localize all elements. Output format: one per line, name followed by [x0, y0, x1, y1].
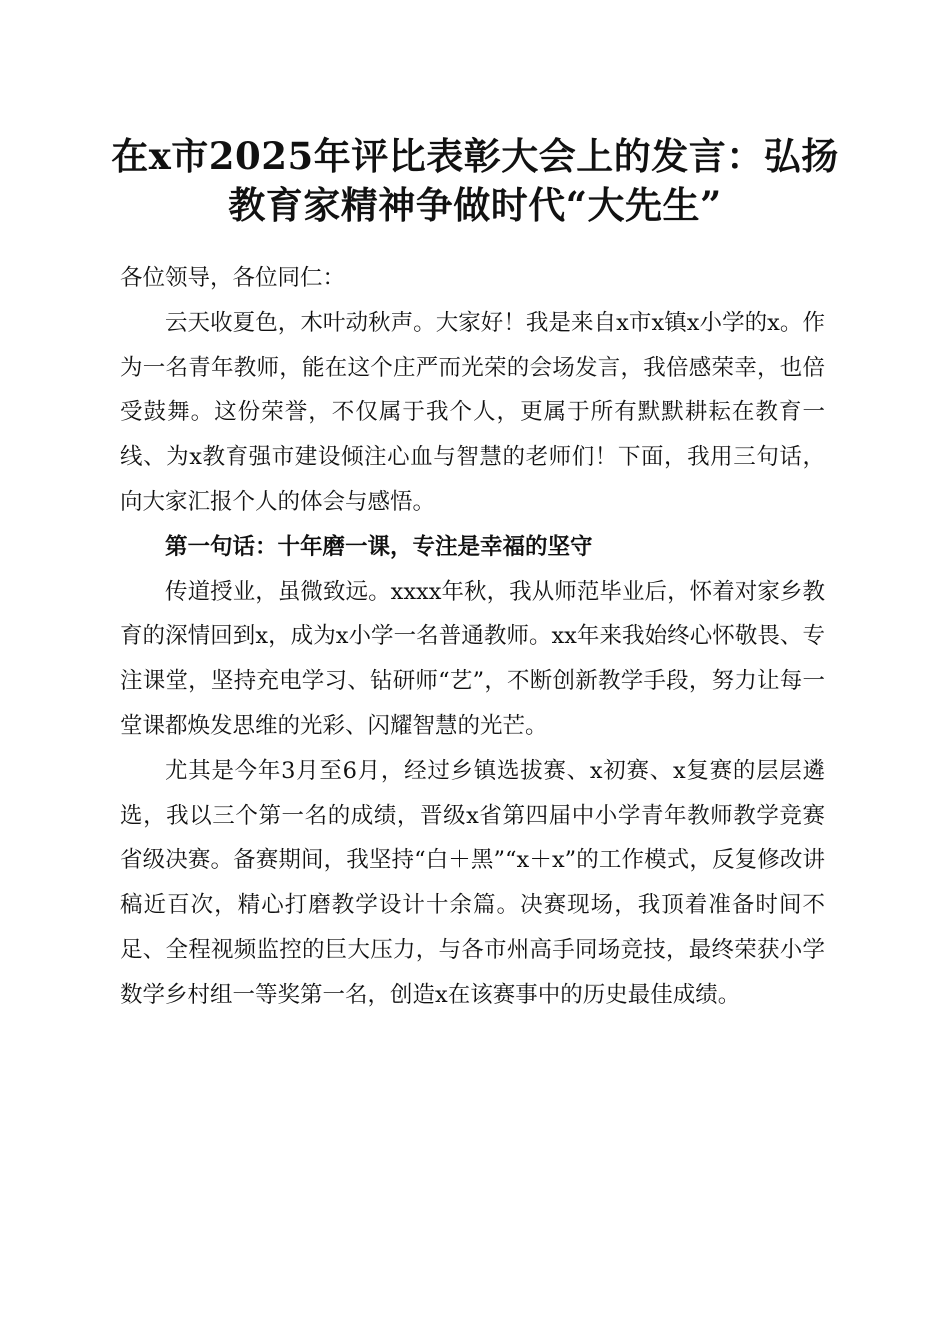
document-title: [110, 132, 840, 230]
section-heading-1: 第一句话：十年磨一课，专注是幸福的坚守: [165, 533, 593, 560]
title-line-2: 教育家精神争做时代“大先生”: [228, 183, 722, 227]
paragraph-intro: 云天收夏色，木叶动秋声。大家好！我是来自x市x镇x小学的x。作为一名青年教师，能在这个庄严而光荣的会场发言，我倍感荣幸，也倍受鼓舞。这份荣誉，不仅属于我个人，更属于所有默默耕耘在教育一线、为x教育强市建设倾注心血与智慧的老师们！下面，我用三句话，向大家汇报个人的体会与感悟。: [120, 309, 825, 515]
paragraph-teaching: 传道授业，虽微致远。xxxx年秋，我从师范毕业后，怀着对家乡教育的深情回到x，成为x小学一名普通教师。xx年来我始终心怀敬畏、专注课堂，坚持充电学习、钻研师“艺”，不断创新教学手段，努力让每一堂课都焕发思维的光彩、闪耀智慧的光芒。: [120, 578, 825, 739]
paragraph-competition: 尤其是今年3月至6月，经过乡镇选拔赛、x初赛、x复赛的层层遴选，我以三个第一名的成绩，晋级x省第四届中小学青年教师教学竞赛省级决赛。备赛期间，我坚持“白＋黑”“x＋x”的工作模式，反复修改讲稿近百次，精心打磨教学设计十余篇。决赛现场，我顶着准备时间不足、全程视频监控的巨大压力，与各市州高手同场竞技，最终荣获小学数学乡村组一等奖第一名，创造x在该赛事中的历史最佳成绩。: [120, 757, 825, 1008]
salutation: 各位领导，各位同仁：: [120, 265, 346, 291]
document-body: [120, 256, 825, 1018]
title-line-1: 在x市2025年评比表彰大会上的发言：弘扬: [111, 134, 839, 178]
